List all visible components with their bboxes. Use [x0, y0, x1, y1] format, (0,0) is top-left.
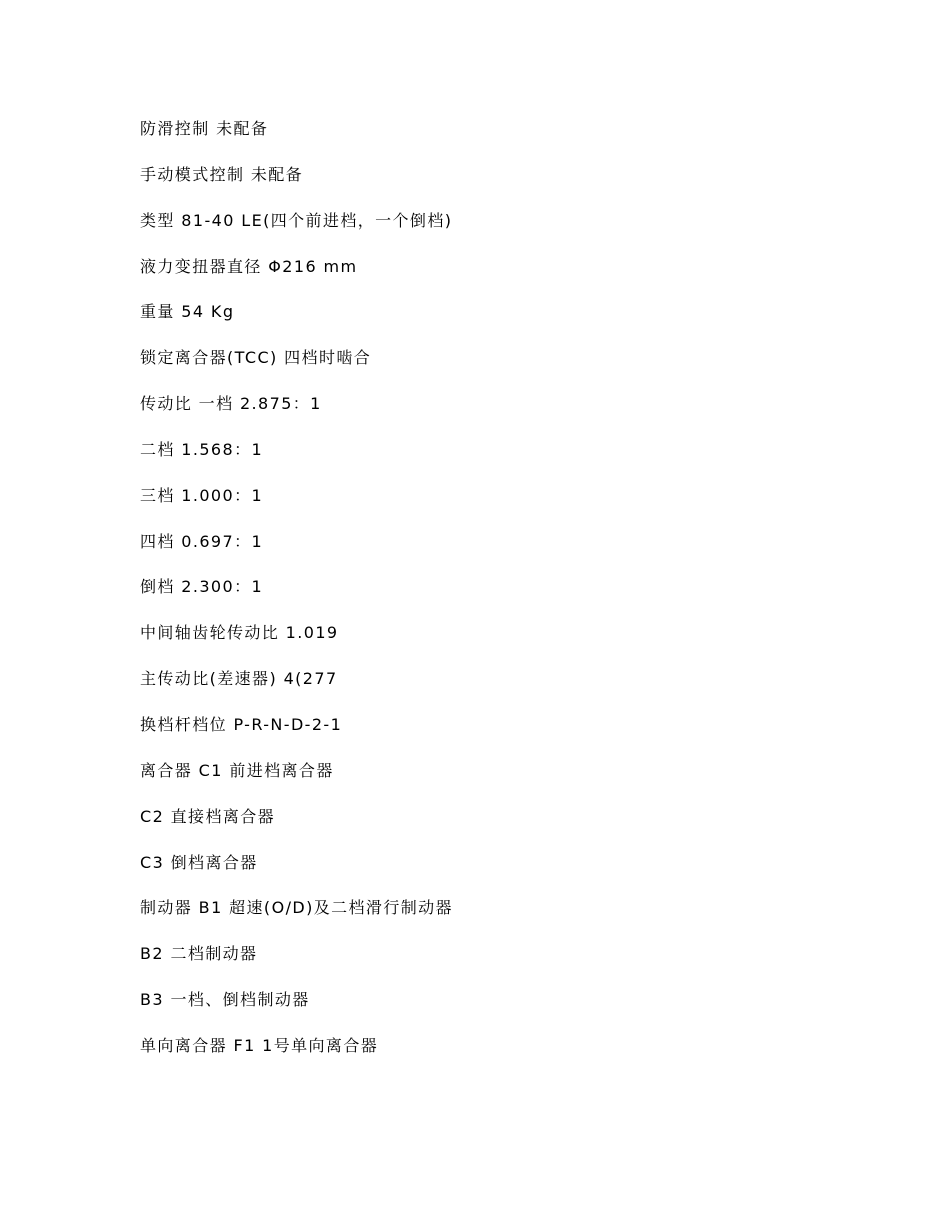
spec-line-shift-lever-positions: 换档杆档位 P-R-N-D-2-1 [140, 714, 343, 734]
spec-line-one-way-clutch-f1: 单向离合器 F1 1号单向离合器 [140, 1035, 379, 1055]
spec-line-brake-b1: 制动器 B1 超速(O/D)及二档滑行制动器 [140, 898, 453, 918]
spec-line-type: 类型 81-40 LE(四个前进档，一个倒档) [140, 210, 453, 230]
spec-line-gear-ratio-second: 二档 1.568：1 [140, 439, 264, 459]
spec-line-clutch-c3: C3 倒档离合器 [140, 852, 258, 872]
spec-line-brake-b3: B3 一档、倒档制动器 [140, 990, 310, 1010]
spec-list [140, 117, 453, 1080]
spec-line-gear-ratio-third: 三档 1.000：1 [140, 485, 264, 505]
spec-line-weight: 重量 54 Kg [140, 302, 235, 322]
spec-line-anti-slip-control: 防滑控制 未配备 [140, 119, 269, 138]
spec-line-clutch-c1: 离合器 C1 前进档离合器 [140, 760, 334, 780]
spec-line-torque-converter-diameter: 液力变扭器直径 Φ216 mm [140, 256, 358, 276]
spec-line-gear-ratio-reverse: 倒档 2.300：1 [140, 577, 264, 597]
spec-line-clutch-c2: C2 直接档离合器 [140, 806, 276, 826]
spec-line-lockup-clutch: 锁定离合器(TCC) 四档时啮合 [140, 348, 372, 368]
spec-line-final-drive-ratio: 主传动比(差速器) 4(277 [140, 669, 338, 689]
spec-line-brake-b2: B2 二档制动器 [140, 944, 258, 964]
spec-line-countershaft-ratio: 中间轴齿轮传动比 1.019 [140, 623, 339, 643]
spec-line-gear-ratio-fourth: 四档 0.697：1 [140, 531, 264, 551]
spec-line-gear-ratio-first: 传动比 一档 2.875：1 [140, 394, 322, 414]
spec-line-manual-mode-control: 手动模式控制 未配备 [140, 164, 304, 184]
